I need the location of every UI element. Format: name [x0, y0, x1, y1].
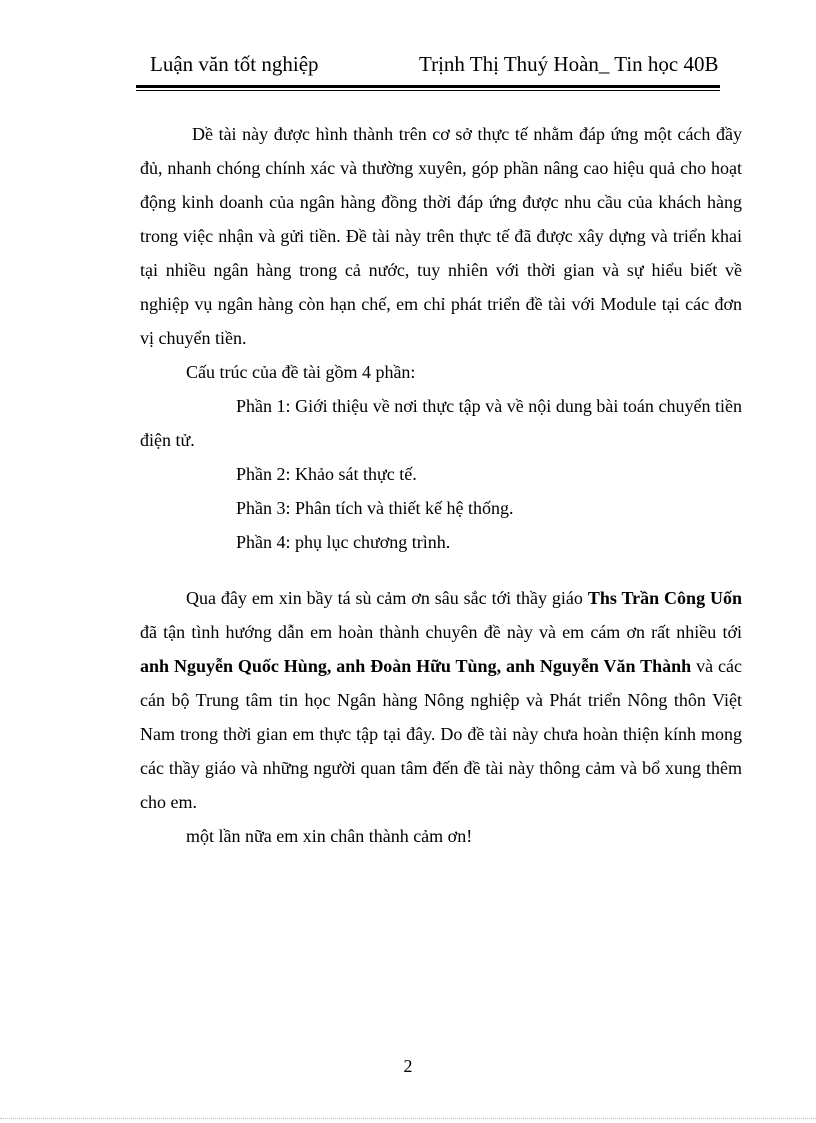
page-header	[150, 52, 726, 82]
page-bottom-dotted-line	[0, 1118, 816, 1119]
ack-text-3: và các cán bộ Trung tâm tin học Ngân hàng Nông nghiệp và Phát triển Nông thôn Việt Nam trong thời gian em thực tập tại đây. Do đề tài này chưa hoàn thiện kính mong các thầy giáo và những người quan tâm đến đề tài này thông cảm và bổ xung thêm cho em.	[140, 656, 742, 812]
part-3: Phần 3: Phân tích và thiết kế hệ thống.	[236, 498, 514, 518]
intro-paragraph: Dề tài này được hình thành trên cơ sở thực tế nhằm đáp ứng một cách đầy đủ, nhanh chóng chính xác và thường xuyên, góp phần nâng cao hiệu quả cho hoạt động kinh doanh của ngân hàng đồng thời đáp ứng được nhu cầu của khách hàng trong việc nhận và gửi tiền. Đề tài này trên thực tế đã được xây dựng và triển khai tại nhiều ngân hàng trong cả nước, tuy nhiên với thời gian và sự hiểu biết về nghiệp vụ ngân hàng còn hạn chế, em chỉ phát triển đề tài với Module tại các đơn vị chuyển tiền.	[140, 124, 742, 348]
structure-intro: Cấu trúc của đề tài gồm 4 phần:	[186, 362, 416, 382]
ack-text-1: Qua đây em xin bầy tá sù cảm ơn sâu sắc tới thầy giáo	[186, 588, 588, 608]
acknowledgement-paragraph	[140, 581, 742, 819]
part-1: Phần 1: Giới thiệu về nơi thực tập và về nội dung bài toán chuyển tiền điện tử.	[140, 396, 742, 450]
ack-advisor-name: Ths Trần Công Uốn	[587, 588, 742, 608]
header-rule-thick	[136, 85, 720, 88]
part-2: Phần 2: Khảo sát thực tế.	[236, 464, 417, 484]
page-number: 2	[403, 1056, 413, 1076]
document-body	[140, 117, 742, 853]
part-4: Phần 4: phụ lục chương trình.	[236, 532, 451, 552]
header-rule-thin	[136, 90, 720, 91]
ack-text-2: đã tận tình hướng dẫn em hoàn thành chuyên đề này và em cám ơn rất nhiều tới	[140, 622, 742, 642]
closing-line: một lần nữa em xin chân thành cảm ơn!	[186, 826, 473, 846]
header-title: Luận văn tốt nghiệp	[150, 52, 319, 76]
ack-colleague-names: anh Nguyễn Quốc Hùng, anh Đoàn Hữu Tùng, anh Nguyễn Văn Thành	[140, 656, 692, 676]
header-author: Trịnh Thị Thuý Hoàn_ Tin học 40B	[419, 52, 719, 76]
